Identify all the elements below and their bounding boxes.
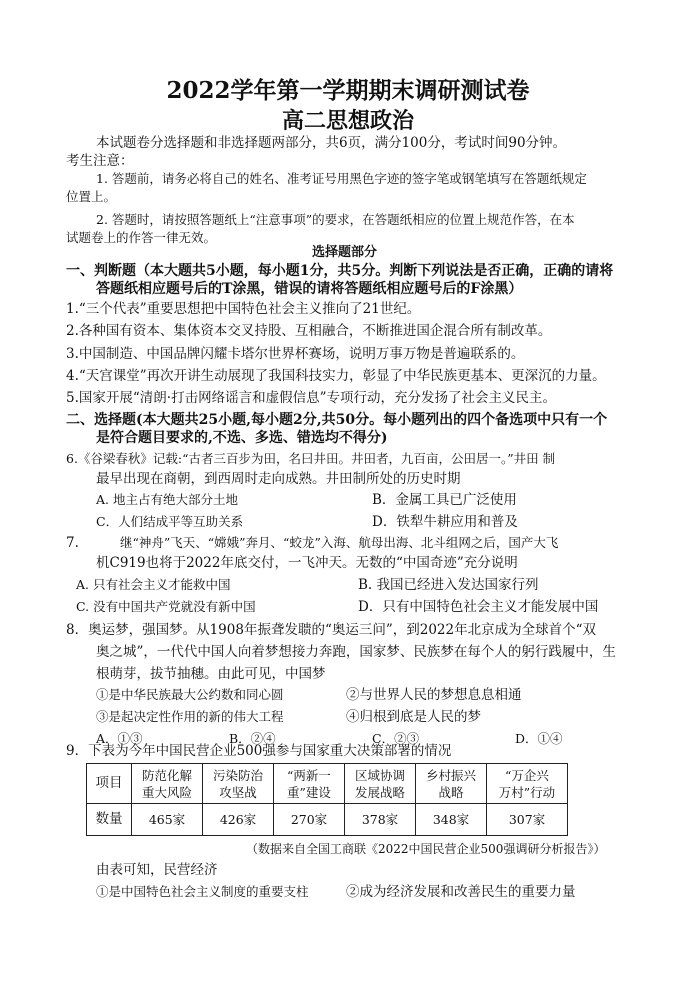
table-column-header: 防范化解 重大风险: [132, 764, 203, 804]
table-cell: 378家: [345, 804, 416, 836]
q9-data-table: [86, 763, 568, 836]
question-3: 3.中国制造、中国品牌闪耀卡塔尔世界杯赛场，说明万事万物是普遍联系的。: [66, 346, 525, 362]
table-column-header: 乡村振兴 战略: [416, 764, 487, 804]
q6-option-c: C．人们结成平等互助关系: [96, 514, 244, 529]
q6-option-a: A. 地主占有绝大部分土地: [96, 492, 238, 507]
q7-number: 7.: [66, 535, 79, 551]
q6-option-b: B．金属工具已广泛使用: [372, 492, 517, 508]
q9-statement-1: ①是中国特色社会主义制度的重要支柱: [96, 884, 309, 899]
note-2b: 试题卷上的作答一律无效。: [66, 230, 217, 245]
exam-title: 2022学年第一学期期末调研测试卷: [166, 77, 530, 104]
q7-option-c: C. 没有中国共产党就没有新中国: [76, 599, 256, 614]
q9-stem: 9．下表为今年中国民营企业500强参与国家重大决策部署的情况: [66, 743, 452, 759]
q6-option-d: D．铁犁牛耕应用和普及: [372, 514, 518, 530]
section2-heading-b: 是符合题目要求的,不选、多选、错选均不得分): [96, 430, 388, 446]
table-row: [87, 804, 568, 836]
q9-table-source: （数据来自全国工商联《2022中国民营企业500强调研分析报告》）: [246, 842, 606, 856]
q6-stem-a: 6.《谷梁春秋》记载:“古者三百步为田，名曰井田。井田者，九百亩，公田居一。”井田 制: [66, 451, 556, 466]
table-column-header: 区域协调 发展战略: [345, 764, 416, 804]
table-cell: 270家: [274, 804, 345, 836]
notice-label: 考生注意：: [66, 153, 134, 169]
q7-option-d: D．只有中国特色社会主义才能发展中国: [358, 599, 599, 615]
q8-statement-2: ②与世界人民的梦想息息相通: [346, 687, 522, 703]
q7-stem-a: 继“神舟”飞天、“嫦娥”奔月、“蛟龙”入海、航母出海、北斗组网之后，国产大飞: [120, 535, 559, 550]
q7-option-a: A. 只有社会主义才能救中国: [76, 577, 231, 592]
table-cell: 465家: [132, 804, 203, 836]
table-column-header: “两新一 重”建设: [274, 764, 345, 804]
question-1: 1.“三个代表”重要思想把中国特色社会主义推向了21世纪。: [66, 301, 421, 317]
q9-lead: 由表可知，民营经济: [96, 862, 218, 878]
note-1a: 1. 答题前，请务必将自己的姓名、准考证号用黑色字迹的签字笔或钢笔填写在答题纸规定: [96, 171, 587, 186]
q8-stem-a: 8．奥运梦，强国梦。从1908年振聋发聩的“奥运三问”，到2022年北京成为全球首个“双: [66, 622, 597, 638]
note-1b: 位置上。: [66, 189, 117, 204]
intro-line: 本试题卷分选择题和非选择题两部分，共6页，满分100分，考试时间90分钟。: [96, 135, 567, 151]
question-2: 2.各种国有资本、集体资本交叉持股、互相融合，不断推进国企混合所有制改革。: [66, 323, 552, 339]
q8-statement-4: ④归根到底是人民的梦: [346, 709, 481, 725]
subject-title: 高二思想政治: [281, 108, 414, 134]
q8-stem-c: 根萌芽，拔节抽穗。由此可见，中国梦: [96, 666, 326, 682]
table-cell: 307家: [487, 804, 568, 836]
q7-stem-b: 机C919也将于2022年底交付，一飞冲天。无数的“中国奇迹”充分说明: [96, 555, 518, 571]
section2-heading-a: 二、选择题(本大题共25小题,每小题2分,共50分。每小题列出的四个备选项中只有一个: [66, 412, 608, 428]
q8-stem-b: 奥之城”，一代代中国人向着梦想接力奔跑，国家梦、民族梦在每个人的躬行践履中，生: [96, 644, 616, 660]
section1-heading-a: 一、判断题（本大题共5小题，每小题1分，共5分。判断下列说法是否正确，正确的请将: [66, 263, 614, 279]
q8-option-a: A．①③: [96, 731, 143, 746]
table-column-header: 污染防治 攻坚战: [203, 764, 274, 804]
question-4: 4.“天宫课堂”再次开讲生动展现了我国科技实力，彰显了中华民族更基本、更深沉的力量。: [66, 368, 606, 384]
table-header-row: [87, 764, 568, 804]
q6-stem-b: 最早出现在商朝，到西周时走向成熟。井田制所处的历史时期: [96, 471, 461, 487]
table-cell: 426家: [203, 804, 274, 836]
table-cell: 348家: [416, 804, 487, 836]
q8-statement-3: ③是起决定性作用的新的伟大工程: [96, 709, 284, 724]
note-2a: 2. 答题时，请按照答题纸上“注意事项”的要求，在答题纸相应的位置上规范作答，在本: [96, 212, 575, 227]
q8-statement-1: ①是中华民族最大公约数和同心圆: [96, 687, 284, 702]
q8-option-c: C．②③: [372, 731, 420, 746]
part-heading: 选择题部分: [312, 245, 378, 260]
table-count-header: 数量: [87, 804, 132, 836]
q7-option-b: B. 我国已经进入发达国家行列: [358, 577, 539, 593]
q8-option-d: D．①④: [515, 731, 563, 746]
table-row-header: 项目: [87, 764, 132, 804]
q8-option-b: B．②④: [229, 731, 276, 746]
table-column-header: “万企兴 万村”行动: [487, 764, 568, 804]
q9-statement-2: ②成为经济发展和改善民生的重要力量: [346, 884, 576, 900]
section1-heading-b: 答题纸相应题号后的T涂黑，错误的请将答题纸相应题号后的F涂黑）: [96, 281, 523, 297]
question-5: 5.国家开展“清朗·打击网络谣言和虚假信息”专项行动，充分发扬了社会主义民主。: [66, 390, 556, 406]
